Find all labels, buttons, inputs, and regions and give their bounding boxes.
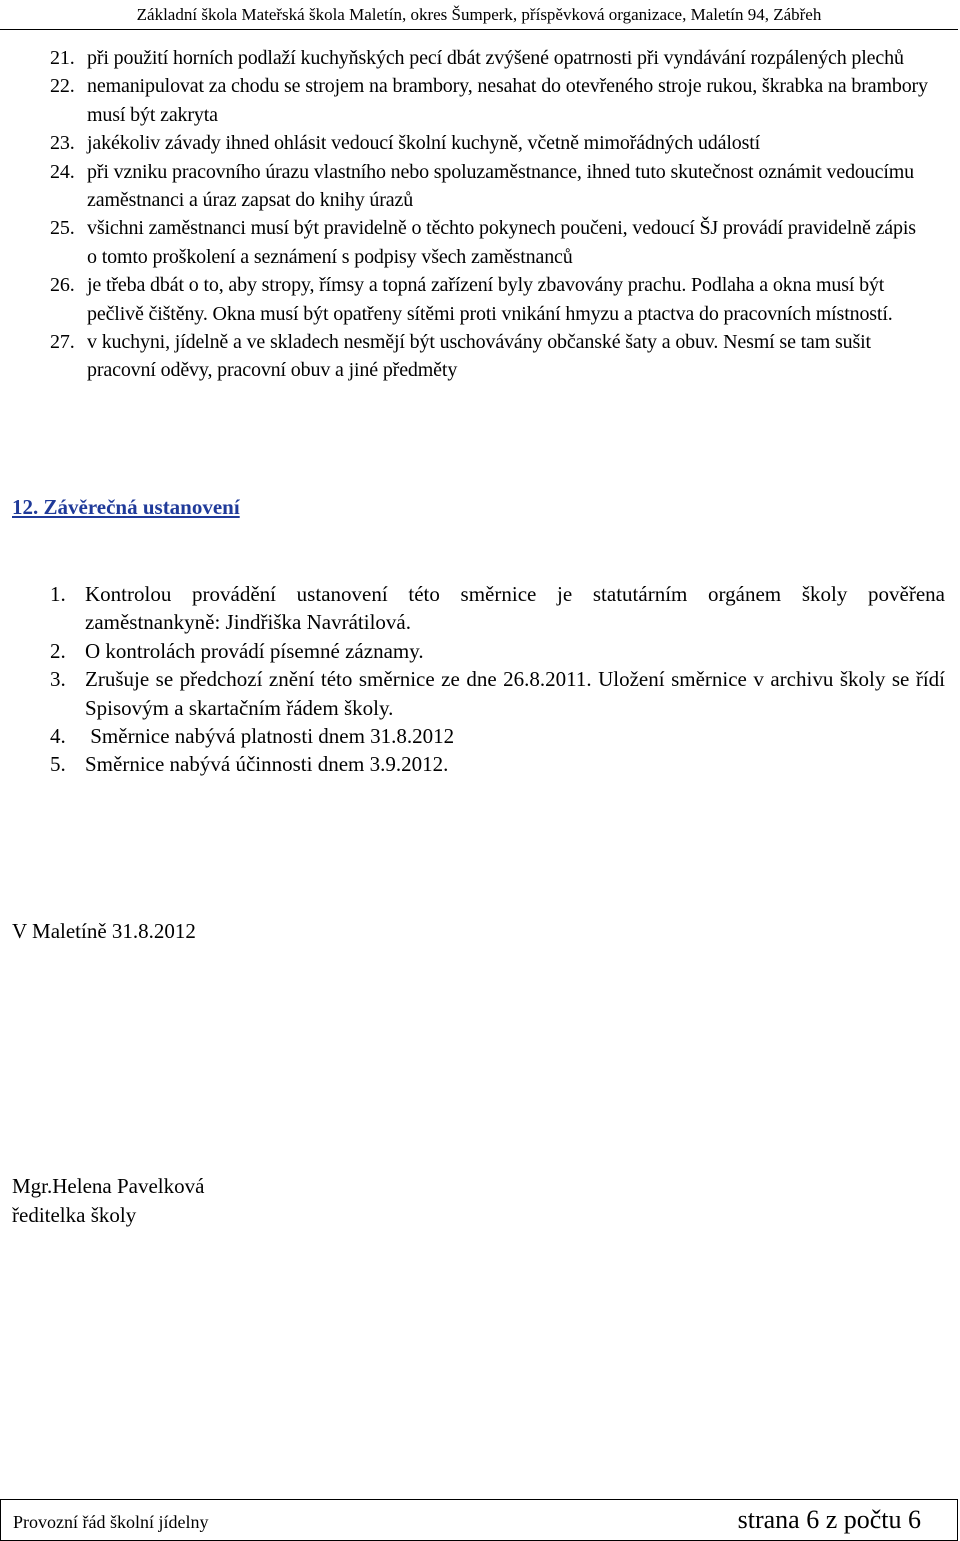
item-text: při vzniku pracovního úrazu vlastního nebo spoluzaměstnance, ihned tuto skutečnost oznámit vedoucímu zaměstnanci a úraz zapsat do knihy úrazů: [87, 160, 915, 212]
page-header: [0, 0, 958, 30]
place-and-date: V Maletíně 31.8.2012: [12, 919, 196, 943]
section-heading: 12. Závěrečná ustanovení: [12, 495, 240, 519]
item-text: Kontrolou provádění ustanovení této směrnice je statutárním orgánem školy pověřena zaměstnankyně: Jindřiška Navrátilová.: [85, 582, 945, 635]
signatory-role: ředitelka školy: [12, 1202, 137, 1227]
page-number: strana 6 z počtu 6: [737, 1505, 921, 1534]
item-number: 25.: [50, 217, 75, 240]
signature-block: [12, 1172, 204, 1229]
document-title: Provozní řád školní jídelny: [13, 1512, 209, 1532]
item-text: při použití horních podlaží kuchyňských pecí dbát zvýšené opatrnosti při vyndávání rozpálených plechů: [87, 47, 904, 69]
list-item: [50, 72, 930, 129]
list-item: [50, 750, 945, 778]
item-number: 24.: [50, 160, 75, 183]
item-text: Zrušuje se předchozí znění této směrnice ze dne 26.8.2011. Uložení směrnice v archivu školy se řídí Spisovým a skartačním řádem školy.: [85, 667, 945, 720]
page-footer: [0, 1499, 958, 1541]
item-text: jakékoliv závady ihned ohlásit vedoucí školní kuchyně, včetně mimořádných událostí: [87, 132, 761, 155]
list-item: [50, 637, 945, 665]
item-text: O kontrolách provádí písemné záznamy.: [85, 638, 424, 663]
item-number: 5.: [50, 752, 66, 777]
rules-list: [50, 44, 930, 385]
item-text: Směrnice nabývá účinnosti dnem 3.9.2012.: [85, 752, 449, 777]
list-item: [50, 271, 930, 328]
item-text: všichni zaměstnanci musí být pravidelně o těchto pokynech poučeni, vedoucí ŠJ provádí pravidelně zápis o tomto proškolení a seznámení s podpisy všech zaměstnanců: [87, 217, 916, 268]
final-provisions-list: [50, 580, 945, 779]
header-text: Základní škola Mateřská škola Maletín, okres Šumperk, příspěvková organizace, Maletín 94, Zábřeh: [136, 5, 822, 24]
item-number: 27.: [50, 331, 75, 354]
item-text: Směrnice nabývá platnosti dnem 31.8.2012: [85, 724, 455, 749]
item-number: 22.: [50, 75, 75, 98]
item-text: v kuchyni, jídelně a ve skladech nesmějí být uschovávány občanské šaty a obuv. Nesmí se tam sušit pracovní oděvy, pracovní obuv a jiné předměty: [87, 331, 871, 382]
list-item: [50, 158, 930, 215]
item-number: 21.: [50, 47, 75, 69]
list-item: [50, 44, 930, 72]
list-item: [50, 722, 945, 750]
list-item: [50, 129, 930, 157]
list-item: [50, 665, 945, 722]
item-number: 26.: [50, 274, 75, 297]
item-number: 3.: [50, 667, 66, 692]
item-number: 1.: [50, 582, 66, 606]
item-number: 2.: [50, 638, 66, 663]
item-number: 4.: [50, 724, 66, 749]
list-item: [50, 214, 930, 271]
list-item: [50, 580, 945, 637]
signatory-name: Mgr.Helena Pavelková: [12, 1174, 205, 1198]
item-text: nemanipulovat za chodu se strojem na brambory, nesahat do otevřeného stroje rukou, škrabka na brambory musí být zakryta: [87, 75, 928, 126]
item-text: je třeba dbát o to, aby stropy, římsy a topná zařízení byly zbavovány prachu. Podlaha a okna musí být pečlivě čištěny. Okna musí být opatřeny sítěmi proti vnikání hmyzu a ptactva do pracovních místností.: [87, 274, 893, 325]
item-number: 23.: [50, 132, 75, 155]
list-item: [50, 328, 930, 385]
